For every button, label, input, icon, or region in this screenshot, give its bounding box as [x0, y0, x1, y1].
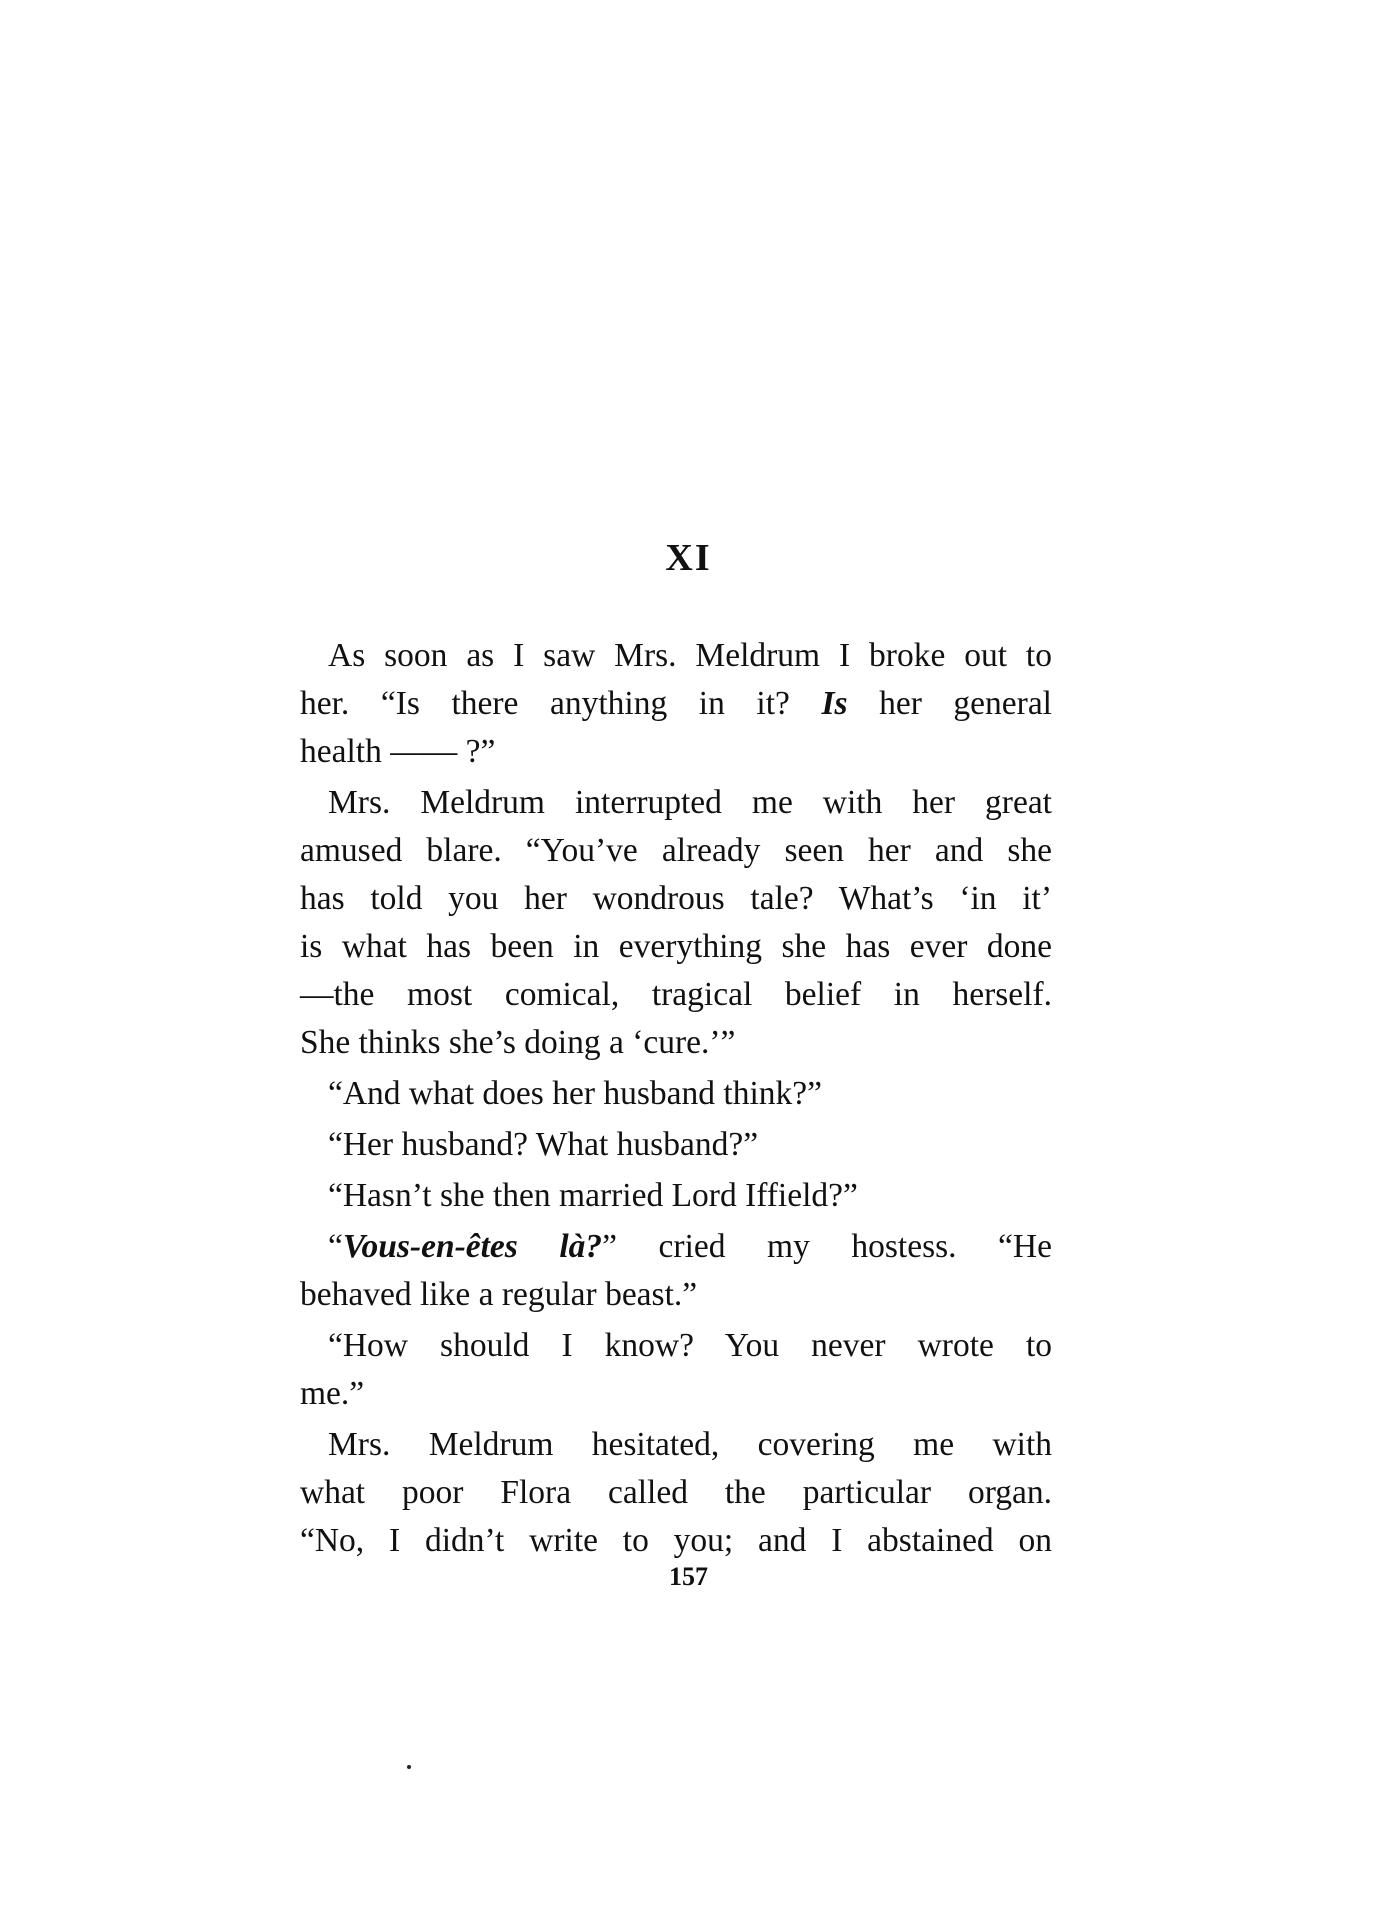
- text-line: amused blare. “You’ve already seen her and she: [300, 832, 1052, 869]
- text-line: “Hasn’t she then married Lord Iffield?”: [328, 1177, 858, 1214]
- text-line: —the most comical, tragical belief in herself.: [300, 976, 1052, 1013]
- text-line: what poor Flora called the particular organ.: [300, 1474, 1052, 1511]
- text-line: “And what does her husband think?”: [328, 1075, 822, 1112]
- text-line: Mrs. Meldrum interrupted me with her great: [328, 784, 1052, 821]
- text-line: “Vous-en-êtes là?” cried my hostess. “He: [328, 1228, 1052, 1265]
- text-line: is what has been in everything she has ever done: [300, 928, 1052, 965]
- text-line: has told you her wondrous tale? What’s ‘in it’: [300, 880, 1052, 917]
- italic-text: Is: [821, 685, 848, 722]
- text-line: Mrs. Meldrum hesitated, covering me with: [328, 1426, 1052, 1463]
- text-line: She thinks she’s doing a ‘cure.’”: [300, 1024, 736, 1061]
- italic-text: Vous-en-êtes là?: [342, 1228, 603, 1265]
- body-text: [300, 632, 1052, 1565]
- text-line: As soon as I saw Mrs. Meldrum I broke out to: [328, 637, 1052, 674]
- text-line: “Her husband? What husband?”: [328, 1126, 759, 1163]
- text-line: health —— ?”: [300, 733, 496, 770]
- print-speck: [407, 1765, 411, 1769]
- text-line: behaved like a regular beast.”: [300, 1276, 698, 1313]
- text-line: me.”: [300, 1375, 365, 1412]
- chapter-heading: XI: [665, 537, 712, 579]
- text-line: “No, I didn’t write to you; and I abstained on: [300, 1522, 1052, 1559]
- text-line: “How should I know? You never wrote to: [328, 1327, 1052, 1364]
- text-line: her. “Is there anything in it? Is her general: [300, 685, 1052, 722]
- page-number: 157: [669, 1562, 708, 1591]
